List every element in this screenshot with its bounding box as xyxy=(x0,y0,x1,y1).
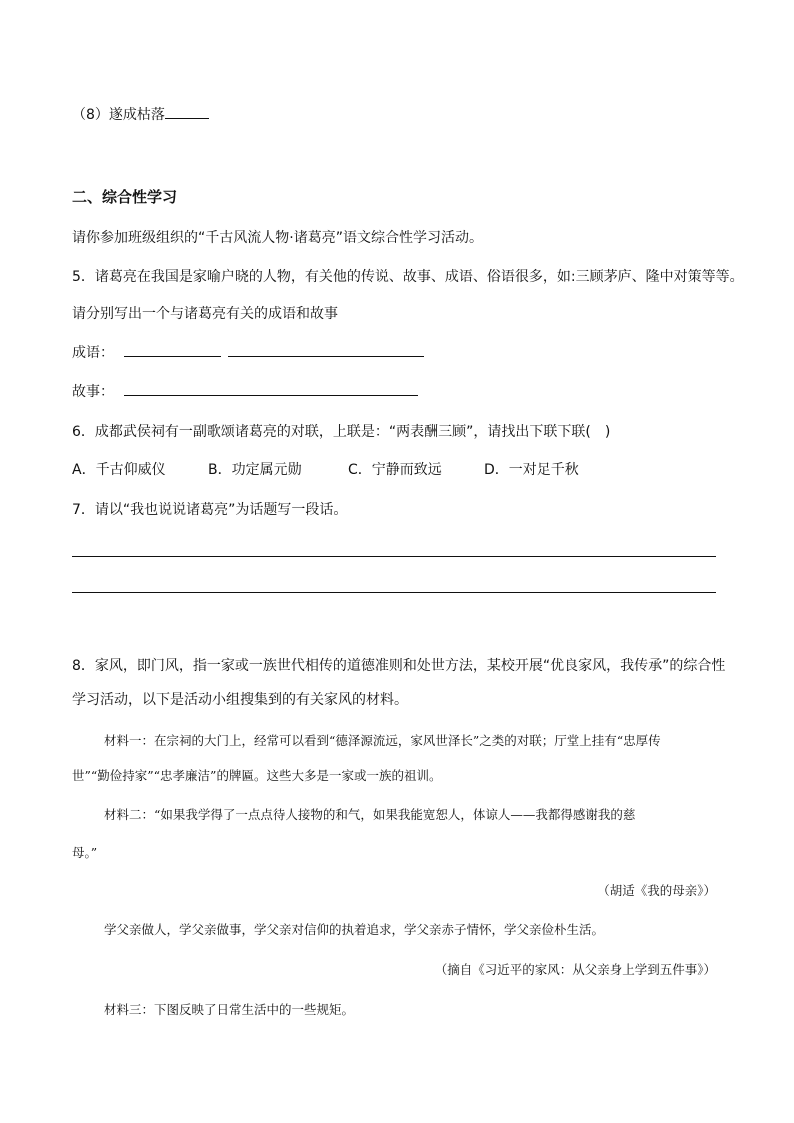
section-2-title: 二、综合性学习 xyxy=(72,188,178,206)
item-8-prev xyxy=(72,104,209,125)
material-2b-source: （摘自《习近平的家风：从父亲身上学到五件事》） xyxy=(434,962,716,977)
idiom-label: 成语： xyxy=(72,345,114,361)
answer-line-1[interactable] xyxy=(72,556,716,557)
answer-blank[interactable] xyxy=(165,104,209,119)
story-blank[interactable] xyxy=(124,381,418,396)
material-3-line: 材料三：下图反映了日常生活中的一些规矩。 xyxy=(104,1002,355,1017)
answer-line-2[interactable] xyxy=(72,592,716,593)
intro-text: 请你参加班级组织的“千古风流人物·诸葛亮”语文综合性学习活动。 xyxy=(72,230,483,246)
q8-line-1: 8．家风，即门风，指一家或一族世代相传的道德准则和处世方法，某校开展“优良家风，我传承”的综合性 xyxy=(72,658,726,674)
idiom-blank-1[interactable] xyxy=(124,342,221,357)
q6-stem: 6．成都武侯祠有一副歌颂诸葛亮的对联，上联是：“两表酬三顾”，请找出下联下联( ) xyxy=(72,424,611,440)
option-c[interactable]: C．宁静而致远 xyxy=(348,462,442,478)
option-b[interactable]: B．功定属元勋 xyxy=(208,462,302,478)
story-label: 故事： xyxy=(72,384,114,400)
idiom-blank-2[interactable] xyxy=(228,342,424,357)
option-a[interactable]: A．千古仰威仪 xyxy=(72,462,166,478)
material-2-source: （胡适《我的母亲》） xyxy=(597,883,716,898)
material-1-line-1: 材料一：在宗祠的大门上，经常可以看到“德泽源流远，家风世泽长”之类的对联；厅堂上挂有“忠厚传 xyxy=(104,733,661,748)
q6-options xyxy=(72,460,579,480)
story-row xyxy=(72,381,418,402)
q5-line-1: 5．诸葛亮在我国是家喻户晓的人物，有关他的传说、故事、成语、俗语很多，如:三顾茅庐、隆中对策等等。 xyxy=(72,269,744,285)
q7-stem: 7．请以“我也说说诸葛亮”为话题写一段话。 xyxy=(72,502,348,518)
option-d[interactable]: D．一对足千秋 xyxy=(484,462,579,478)
q5-line-2: 请分别写出一个与诸葛亮有关的成语和故事 xyxy=(72,306,338,322)
idiom-row xyxy=(72,342,424,363)
material-2-line-1: 材料二：“如果我学得了一点点待人接物的和气，如果我能宽恕人，体谅人——我都得感谢我的慈 xyxy=(104,807,636,822)
q8-line-2: 学习活动，以下是活动小组搜集到的有关家风的材料。 xyxy=(72,692,408,708)
material-1-line-2: 世”“勤俭持家”“忠孝廉洁”的牌匾。这些大多是一家或一族的祖训。 xyxy=(72,768,442,783)
material-2-line-2: 母。” xyxy=(72,845,98,860)
material-2b-line: 学父亲做人，学父亲做事，学父亲对信仰的执着追求，学父亲赤子情怀，学父亲俭朴生活。 xyxy=(104,922,605,937)
item-8-text: （8）遂成枯落 xyxy=(72,107,165,123)
